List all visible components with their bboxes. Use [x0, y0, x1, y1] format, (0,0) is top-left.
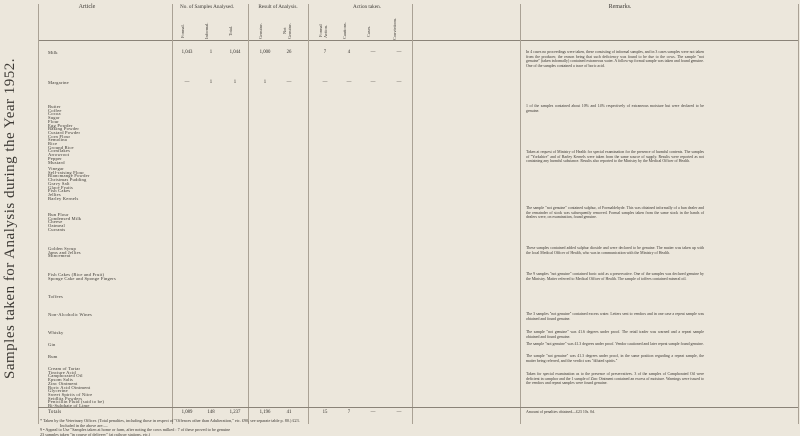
footnote: 23 samples taken "in course of delivery" (at railway stations, etc.): [40, 431, 151, 436]
article-name: Cream of Tartar: [48, 366, 81, 371]
rule: [308, 4, 309, 424]
totals-total: 1,237: [229, 410, 241, 415]
article-name: Pepper: [48, 155, 62, 161]
table-cell: 1: [263, 80, 267, 85]
table-cell: —: [184, 80, 190, 85]
table-cell: —: [396, 80, 402, 85]
article-name: Egg Powder: [48, 122, 73, 128]
article-name: Fish Cakes: [48, 188, 71, 194]
article-name: Rice: [48, 141, 58, 146]
totals-not-genuine: 41: [286, 410, 292, 415]
table-cell: —: [396, 50, 402, 55]
article-name: Milk: [48, 50, 58, 55]
article-name: Whisky: [48, 330, 64, 335]
remark-text: These samples contained added sulphur dioxide and were declared to be genuine. The matter was taken up with the local Medical Officer of Health, who was in communication with the Ministry of Health.: [526, 246, 704, 255]
article-name: Cheese: [48, 219, 63, 225]
table-cell: 1: [209, 80, 213, 85]
table-cell: 1: [233, 80, 237, 85]
remark-text: The 9 samples "not genuine" contained boric acid as a preservative. One of the samples was declared genuine by the Ministry. Matter referred to Medical Officer of Health. The sample of toffees contained mineral oil.: [526, 272, 704, 281]
subheader-not-genuine: Not Genuine.: [282, 23, 292, 39]
remark-text: Taken at request of Ministry of Health for special examination for the presence of harmful contents. The samples of "Yorkshire" and of Barley Kernels were taken from the same source of supply. Results were reported as not containing any harmful substance. Results also reported to the Ministry by the Medical Officer of Health.: [526, 150, 704, 164]
article-name: Fish Cakes (Rice and Fruit): [48, 272, 105, 277]
article-name: Semolina: [48, 137, 67, 143]
article-name: Self-raising Flour: [48, 169, 85, 175]
article-name: Glycerine: [48, 388, 68, 394]
rule: [38, 4, 39, 424]
table-cell: —: [370, 80, 376, 85]
article-name: Golden Syrup: [48, 246, 77, 251]
table-cell: 7: [323, 50, 327, 55]
article-name: Ground Rice: [48, 144, 74, 150]
subheader-genuine: Genuine.: [258, 23, 263, 39]
article-name: Condensed Milk: [48, 215, 82, 221]
subheader-formal-action: Formal Action.: [318, 24, 328, 38]
article-name: Sugar: [48, 115, 60, 121]
header-band: [38, 4, 798, 41]
article-name: Glacé Fruits: [48, 184, 73, 190]
article-name: Camphorated Oil: [48, 373, 83, 379]
article-name: Cornflakes: [48, 148, 71, 154]
header-result-of-analysis: Result of Analysis.: [258, 4, 298, 10]
rule: [412, 4, 413, 424]
page-title: Samples taken for Analysis during the Year 1952.: [2, 57, 18, 379]
rule: [172, 4, 173, 424]
article-name: Mustard: [48, 159, 65, 165]
footnote: Included in the above are:—: [60, 422, 108, 428]
article-name: Zinc Ointment: [48, 380, 78, 386]
article-name: Currants: [48, 226, 66, 232]
rule: [520, 4, 521, 424]
article-name: Bun Flour: [48, 212, 69, 217]
header-remarks: Remarks.: [608, 4, 632, 10]
article-name: Baking Powder: [48, 126, 80, 132]
article-name: Blancmange Powder: [48, 173, 90, 179]
totals-label: Totals: [48, 410, 62, 415]
totals-formal: 1,089: [181, 410, 193, 415]
remark-text: Taken for special examination as to the presence of preservatives. 3 of the samples of Camphorated Oil were deficient in camphor and the 1 sample of Zinc Ointment contained an excess of moisture. Warnings were issued to the vendors and repeat samples were found genuine.: [526, 372, 704, 386]
remark-text: 1 of the samples contained about 10% and 14% respectively of extraneous moisture but were declared to be genuine.: [526, 104, 704, 113]
table-cell: —: [370, 50, 376, 55]
table-cell: —: [346, 80, 352, 85]
subheader-total: Total.: [228, 25, 233, 37]
article-name: Flour: [48, 118, 59, 124]
subheader-convictions: Convictions.: [392, 17, 397, 40]
table-cell: 1,044: [229, 50, 241, 55]
totals-rule: [38, 407, 798, 408]
article-name: Boric Acid Ointment: [48, 384, 91, 390]
remark-text: The sample "not genuine" was 41.3 degrees under proof. Vendor cautioned and later repeat sample found genuine.: [526, 342, 704, 346]
header-samples-analysed: No. of Samples Analysed.: [179, 4, 235, 10]
remark-text: The sample "not genuine" contained sulphur, of Formaldehyde. This was obtained informally of a bun dealer and the remainder of stock was subsequently removed. Formal samples taken from the same stock in the hands of dealers were, on examination, found genuine.: [526, 206, 704, 220]
table-cell: —: [286, 80, 292, 85]
article-name: Sweet Spirits of Nitre: [48, 391, 93, 397]
article-name: Epsom Salts: [48, 377, 74, 383]
totals-formal-action: 15: [322, 410, 328, 415]
article-name: Mincemeat: [48, 253, 71, 259]
footnote: 9 • Appeal to Use "Samples taken at home or farm, after noting the cows milked : 7 of these proved to be genuine: [40, 427, 231, 432]
article-name: Vinegar: [48, 166, 64, 171]
article-name: Corn Flour: [48, 133, 71, 139]
remark-text: The sample "not genuine" was 41.3 degrees under proof, in the same position regarding a repeat sample, the matter being referred, and the verdict was "diluted spirits.": [526, 354, 704, 363]
table-cell: 1: [209, 50, 213, 55]
header-action-taken: Action taken.: [353, 4, 381, 10]
table-cell: —: [322, 80, 328, 85]
article-name: Coffee: [48, 107, 62, 113]
article-name: Cocoa: [48, 111, 61, 117]
article-name: Bi-Sulphate of Lime: [48, 403, 90, 408]
article-name: Jellies: [48, 191, 61, 197]
article-name: Butter: [48, 104, 61, 109]
article-name: Barley Kernels: [48, 195, 79, 201]
totals-genuine: 1,196: [259, 410, 271, 415]
totals-remark: Amount of penalties obtained—£23 10s. 0d.: [526, 410, 596, 414]
article-name: Margarine: [48, 80, 69, 85]
remark-text: In 4 cases no proceedings were taken, these consisting of informal samples, and in 3 cases samples were not taken from the producer, the reason being that such deficiency was found to be due to the cows. The sample "not genuine" (taken informally) contained extraneous water. A follow-up formal sample was taken and found genuine. One of the samples contained a trace of boric acid.: [526, 50, 704, 68]
table-cell: 4: [347, 50, 351, 55]
article-name: Non-Alcoholic Wines: [48, 312, 92, 317]
article-name: Jams and Jellies: [48, 249, 81, 255]
article-name: Christmas Pudding: [48, 177, 87, 183]
rule: [798, 4, 799, 424]
article-name: Seidlitz Powders: [48, 395, 83, 401]
rule: [248, 4, 249, 424]
table-cell: 1,000: [259, 50, 271, 55]
totals-cases: —: [370, 410, 376, 415]
header-article: Article: [78, 4, 96, 10]
article-name: Oatmeal: [48, 223, 65, 229]
subheader-cautions: Cautions.: [342, 22, 347, 40]
article-name: Arrowroot: [48, 152, 70, 158]
article-name: Rum: [48, 354, 58, 359]
totals-cautions: 7: [347, 410, 351, 415]
totals-convictions: —: [396, 410, 402, 415]
table-cell: 26: [286, 50, 292, 55]
footnote: * Taken by the Veterinary Officer. (Total penalties, including those in respect of "Offences other than Adulteration," etc. £90, see separate table p. 80.) £23.: [40, 418, 300, 423]
article-name: Gin: [48, 342, 56, 347]
subheader-cases: Cases.: [366, 25, 371, 37]
table-cell: 1,043: [181, 50, 193, 55]
subheader-informal: Informal.: [204, 22, 209, 40]
remark-text: The 3 samples "not genuine" contained excess water. Letters sent to vendors and in one case a repeat sample was obtained and found genuine.: [526, 312, 704, 321]
article-name: Sponge Cake and Sponge Fingers: [48, 275, 117, 281]
remark-text: The sample "not genuine" was 41.6 degrees under proof. The retail trader was warned and a repeat sample obtained and found genuine.: [526, 330, 704, 339]
subheader-formal: Formal.: [180, 24, 185, 38]
article-name: Toffees: [48, 294, 64, 299]
article-name: Tincture Acid: [48, 369, 76, 375]
article-name: Gravy Salt: [48, 180, 70, 186]
article-name: Penicillin Fluid (said to be): [48, 399, 105, 405]
totals-informal: 148: [207, 410, 215, 415]
article-name: Custard Powder: [48, 129, 81, 135]
